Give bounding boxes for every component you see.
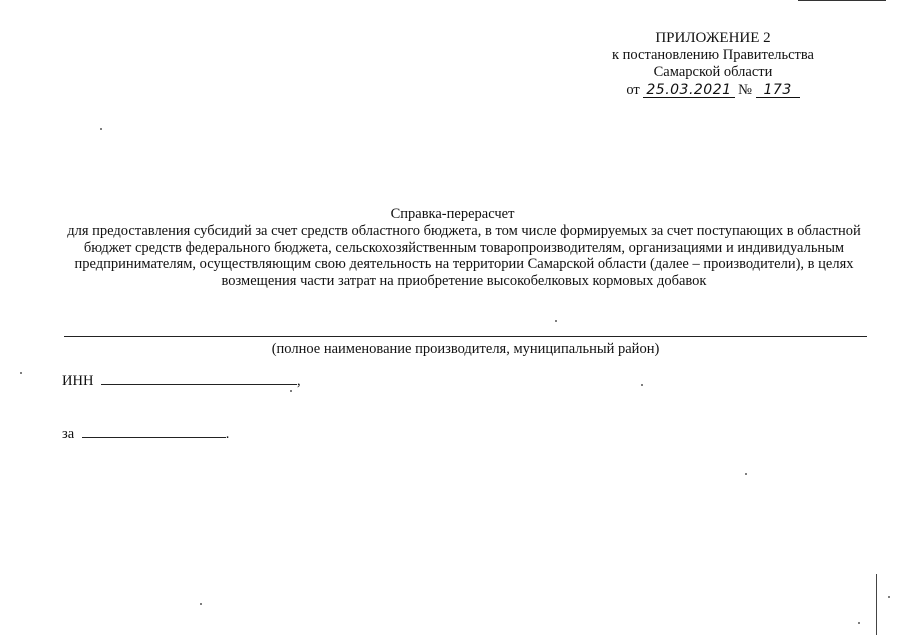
inn-field[interactable]: [101, 372, 297, 385]
scan-edge-line: [798, 0, 886, 1]
scan-speck: [641, 384, 643, 386]
scan-speck: [200, 603, 202, 605]
appendix-title: ПРИЛОЖЕНИЕ 2: [655, 30, 771, 46]
document-title: Справка-перерасчет: [390, 206, 515, 222]
scan-speck: [100, 128, 102, 130]
scan-speck: [290, 390, 292, 392]
period-suffix: .: [225, 426, 230, 442]
scan-speck: [555, 320, 557, 322]
document-body: для предоставления субсидий за счет средств областного бюджета, в том числе формируемых за счет поступающих в областной бюджет средств федерального бюджета, сельскохозяйственным товаропроизводителям, организациями и индивидуальным предпринимателям, осуществляющим свою деятельность на территории Самарской области (далее – производители), в целях возмещения части затрат на приобретение высокобелковых кормовых добавок: [67, 223, 861, 289]
producer-name-caption: (полное наименование производителя, муниципальный район): [271, 341, 660, 357]
scan-speck: [20, 372, 22, 374]
appendix-header: [583, 30, 843, 99]
scan-speck: [745, 473, 747, 475]
appendix-date-line: [583, 82, 843, 99]
scan-speck: [888, 596, 890, 598]
inn-label: ИНН: [62, 373, 94, 389]
producer-name-field[interactable]: [64, 336, 867, 337]
scan-speck: [858, 622, 860, 624]
date-prefix: от: [626, 82, 640, 98]
handwritten-number: 173: [756, 83, 800, 98]
scan-edge-mark: [876, 574, 877, 635]
period-row: [62, 425, 229, 443]
appendix-line-1: к постановлению Правительства: [612, 47, 814, 63]
number-prefix: №: [738, 82, 753, 98]
period-label: за: [62, 426, 75, 442]
appendix-line-2: Самарской области: [653, 64, 773, 80]
inn-row: [62, 372, 301, 390]
period-field[interactable]: [82, 425, 226, 438]
handwritten-date: 25.03.2021: [643, 83, 734, 98]
inn-suffix: ,: [297, 373, 301, 389]
